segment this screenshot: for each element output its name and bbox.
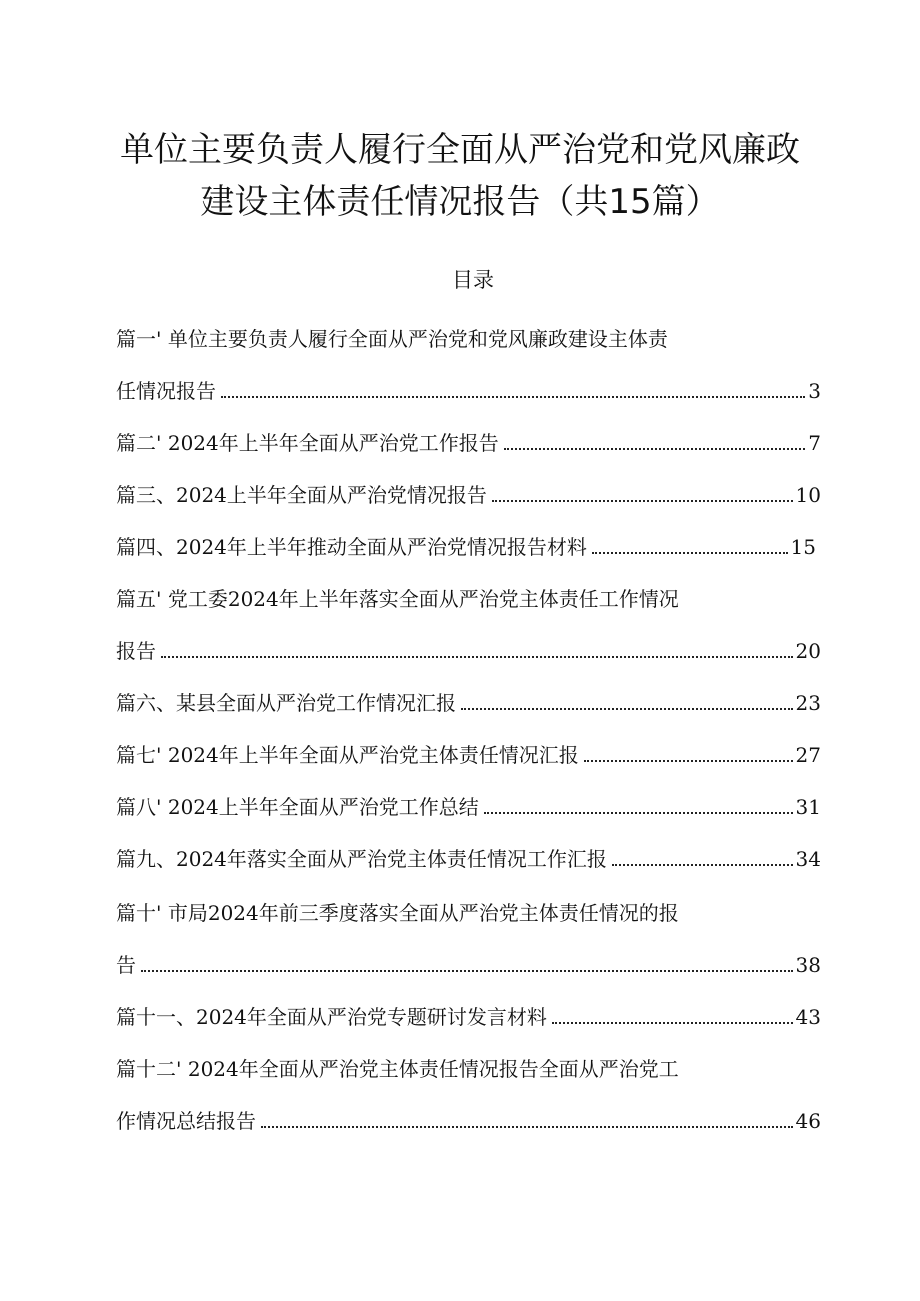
toc-leader-dots <box>261 1126 793 1128</box>
toc-entry-11[interactable] <box>116 1000 821 1034</box>
toc-entry-3[interactable] <box>116 478 821 512</box>
toc-leader-dots <box>552 1022 793 1024</box>
toc-page-number: 43 <box>795 1005 821 1029</box>
toc-entry-5-line-1[interactable] <box>116 582 679 616</box>
toc-entry-text: 篇五' 党工委2024年上半年落实全面从严治党主体责任工作情况 <box>116 587 679 611</box>
toc-entry-12[interactable] <box>116 1104 821 1138</box>
toc-entry-2[interactable] <box>116 426 821 460</box>
toc-entry-text: 篇十一、2024年全面从严治党专题研讨发言材料 <box>116 1005 547 1029</box>
toc-entry-5[interactable] <box>116 634 821 668</box>
toc-page-number: 3 <box>808 379 821 403</box>
toc-page-number: 20 <box>795 639 821 663</box>
toc-entry-text: 篇三、2024上半年全面从严治党情况报告 <box>116 483 487 507</box>
toc-page-number: 27 <box>795 743 821 767</box>
toc-entry-1[interactable] <box>116 374 821 408</box>
toc-page-number: 38 <box>795 953 821 977</box>
toc-page-number: 46 <box>795 1109 821 1133</box>
toc-entry-text: 篇二' 2024年上半年全面从严治党工作报告 <box>116 431 499 455</box>
toc-entry-text: 篇七' 2024年上半年全面从严治党主体责任情况汇报 <box>116 743 579 767</box>
toc-entry-text: 篇十二' 2024年全面从严治党主体责任情况报告全面从严治党工 <box>116 1057 679 1081</box>
toc-entry-8[interactable] <box>116 790 821 824</box>
toc-entry-text: 篇一' 单位主要负责人履行全面从严治党和党风廉政建设主体责 <box>116 327 668 351</box>
document-title-line-1: 单位主要负责人履行全面从严治党和党风廉政 <box>120 130 800 170</box>
toc-leader-dots <box>461 708 793 710</box>
toc-entry-1-line-1[interactable] <box>116 322 668 356</box>
toc-entry-4[interactable] <box>116 530 816 564</box>
toc-entry-text: 告 <box>116 953 136 977</box>
toc-entry-7[interactable] <box>116 738 821 772</box>
toc-leader-dots <box>484 812 793 814</box>
toc-entry-10-line-1[interactable] <box>116 896 679 930</box>
toc-leader-dots <box>504 448 806 450</box>
toc-entry-text: 篇九、2024年落实全面从严治党主体责任情况工作汇报 <box>116 847 607 871</box>
toc-entry-text: 篇六、某县全面从严治党工作情况汇报 <box>116 691 456 715</box>
toc-page-number: 34 <box>795 847 821 871</box>
toc-leader-dots <box>161 656 793 658</box>
toc-leader-dots <box>592 552 788 554</box>
toc-entry-text: 报告 <box>116 639 156 663</box>
toc-entry-text: 任情况报告 <box>116 379 216 403</box>
toc-leader-dots <box>492 500 793 502</box>
toc-entry-6[interactable] <box>116 686 821 720</box>
toc-entry-10[interactable] <box>116 948 821 982</box>
toc-page-number: 10 <box>795 483 821 507</box>
toc-leader-dots <box>584 760 793 762</box>
toc-entry-text: 作情况总结报告 <box>116 1109 256 1133</box>
toc-entry-text: 篇四、2024年上半年推动全面从严治党情况报告材料 <box>116 535 587 559</box>
toc-entry-text: 篇十' 市局2024年前三季度落实全面从严治党主体责任情况的报 <box>116 901 679 925</box>
toc-page-number: 31 <box>795 795 821 819</box>
toc-heading: 目录 <box>452 268 494 292</box>
toc-entry-9[interactable] <box>116 842 821 876</box>
toc-entry-12-line-1[interactable] <box>116 1052 679 1086</box>
document-title-line-2: 建设主体责任情况报告（共15篇） <box>200 182 720 222</box>
toc-page-number: 23 <box>795 691 821 715</box>
toc-page-number: 7 <box>808 431 821 455</box>
toc-page-number: 15 <box>790 535 816 559</box>
toc-leader-dots <box>141 970 793 972</box>
toc-leader-dots <box>612 864 793 866</box>
toc-leader-dots <box>221 396 805 398</box>
toc-entry-text: 篇八' 2024上半年全面从严治党工作总结 <box>116 795 479 819</box>
